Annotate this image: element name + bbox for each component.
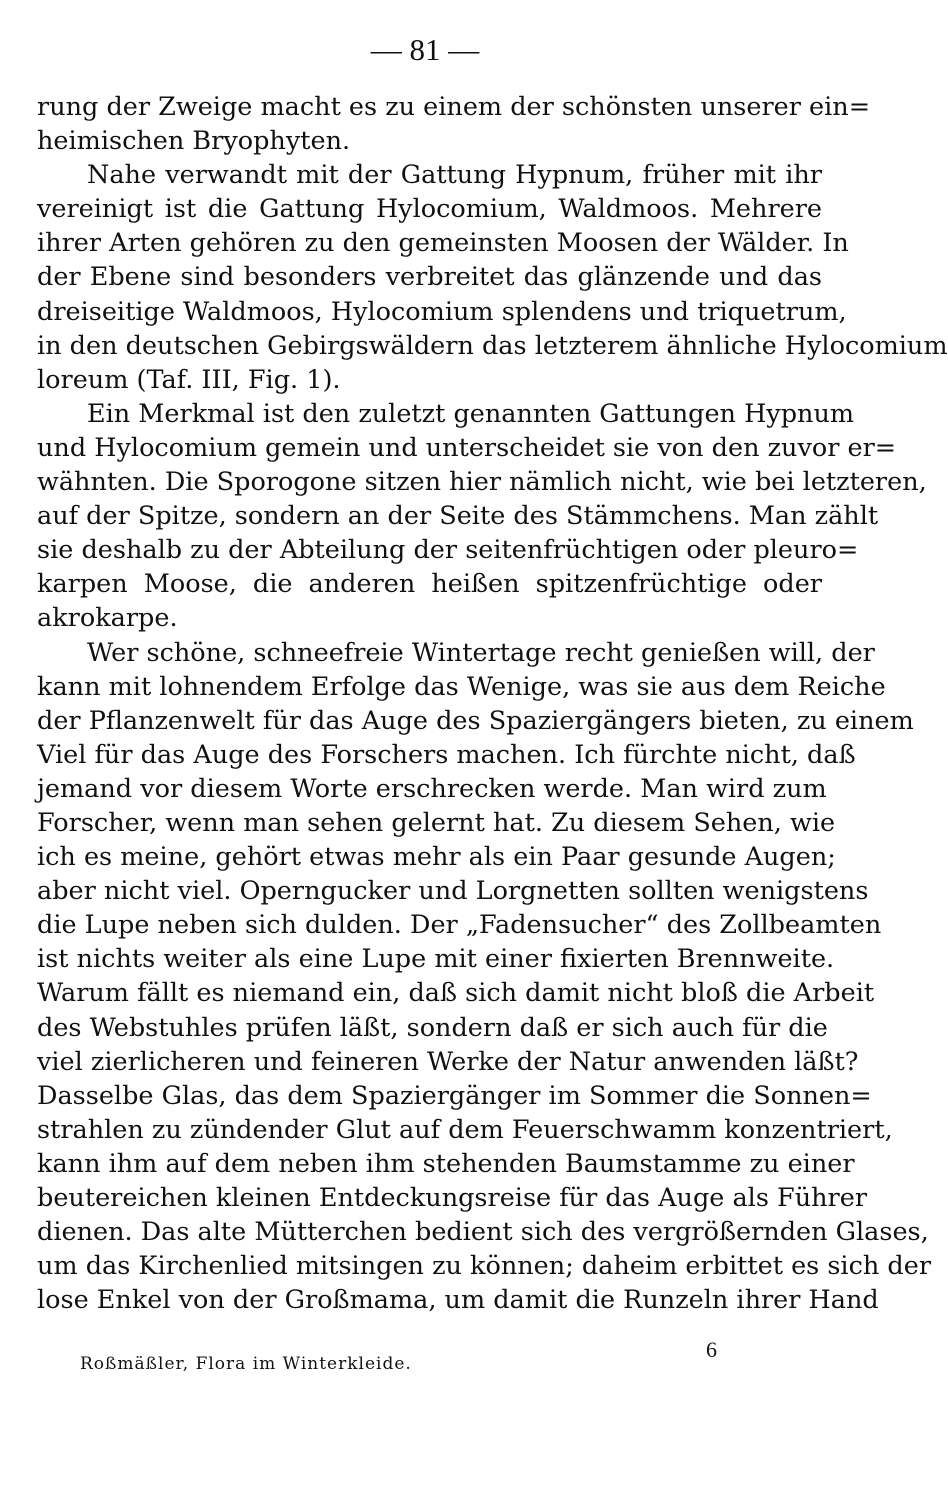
- text-line: die Lupe neben sich dulden. Der „Fadensucher“ des Zollbeamten: [37, 910, 882, 941]
- text-line: dreiseitige Waldmoos, Hylocomium splendens und triquetrum,: [37, 296, 847, 327]
- page-number: — 81 —: [370, 32, 480, 67]
- text-line: kann ihm auf dem neben ihm stehenden Baumstamme zu einer: [37, 1148, 855, 1179]
- text-line: jemand vor diesem Worte erschrecken werde. Man wird zum: [37, 773, 827, 804]
- text-line: ihrer Arten gehören zu den gemeinsten Moosen der Wälder. In: [37, 228, 849, 259]
- text-line: Forscher, wenn man sehen gelernt hat. Zu diesem Sehen, wie: [37, 807, 836, 838]
- text-line: akrokarpe.: [37, 603, 178, 634]
- text-line: Viel für das Auge des Forschers machen. Ich fürchte nicht, daß: [37, 739, 856, 770]
- text-line: vereinigt ist die Gattung Hylocomium, Waldmoos. Mehrere: [37, 194, 822, 225]
- text-line: beutereichen kleinen Entdeckungsreise für das Auge als Führer: [37, 1183, 868, 1213]
- signature-mark: 6: [706, 1337, 717, 1362]
- text-line: wähnten. Die Sporogone sitzen hier nämlich nicht, wie bei letzteren,: [37, 467, 927, 498]
- body-text: [37, 90, 948, 1317]
- text-line: loreum (Taf. III, Fig. 1).: [37, 364, 341, 395]
- text-line: rung der Zweige macht es zu einem der schönsten unserer ein=: [37, 92, 871, 122]
- text-line: Ein Merkmal ist den zuletzt genannten Gattungen Hypnum: [87, 398, 855, 429]
- text-line: kann mit lohnendem Erfolge das Wenige, was sie aus dem Reiche: [37, 671, 886, 702]
- text-line: karpen Moose, die anderen heißen spitzenfrüchtige oder: [37, 569, 822, 600]
- text-line: lose Enkel von der Großmama, um damit die Runzeln ihrer Hand: [37, 1285, 879, 1316]
- text-line: der Ebene sind besonders verbreitet das glänzende und das: [37, 262, 822, 293]
- text-line: und Hylocomium gemein und unterscheidet sie von den zuvor er=: [37, 432, 897, 463]
- text-line: ist nichts weiter als eine Lupe mit einer fixierten Brennweite.: [37, 944, 835, 975]
- text-line: Dasselbe Glas, das dem Spaziergänger im Sommer die Sonnen=: [37, 1080, 872, 1111]
- text-line: heimischen Bryophyten.: [37, 126, 351, 157]
- text-line: sie deshalb zu der Abteilung der seitenfrüchtigen oder pleuro=: [37, 535, 859, 566]
- text-line: dienen. Das alte Mütterchen bedient sich des vergrößernden Glases,: [37, 1217, 929, 1248]
- text-line: um das Kirchenlied mitsingen zu können; daheim erbittet es sich der: [37, 1251, 932, 1282]
- text-line: in den deutschen Gebirgswäldern das letzterem ähnliche Hylocomium: [37, 330, 948, 361]
- text-line: des Webstuhles prüfen läßt, sondern daß er sich auch für die: [37, 1012, 828, 1043]
- text-line: Nahe verwandt mit der Gattung Hypnum, früher mit ihr: [87, 160, 822, 191]
- footer-book-title: Roßmäßler, Flora im Winterkleide.: [80, 1354, 412, 1374]
- text-line: ich es meine, gehört etwas mehr als ein Paar gesunde Augen;: [37, 842, 836, 873]
- text-line: der Pflanzenwelt für das Auge des Spaziergängers bieten, zu einem: [37, 705, 914, 736]
- text-line: viel zierlicheren und feineren Werke der Natur anwenden läßt?: [37, 1046, 859, 1077]
- text-line: Warum fällt es niemand ein, daß sich damit nicht bloß die Arbeit: [37, 978, 875, 1009]
- text-line: strahlen zu zündender Glut auf dem Feuerschwamm konzentriert,: [37, 1114, 893, 1145]
- text-line: auf der Spitze, sondern an der Seite des Stämmchens. Man zählt: [37, 501, 879, 532]
- text-line: Wer schöne, schneefreie Wintertage recht genießen will, der: [87, 637, 875, 668]
- text-line: aber nicht viel. Operngucker und Lorgnetten sollten wenigstens: [37, 876, 869, 907]
